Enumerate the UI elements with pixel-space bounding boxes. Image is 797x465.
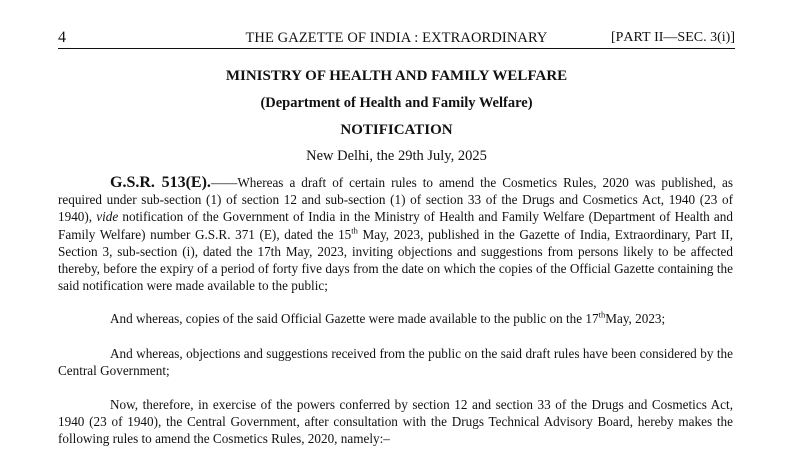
gsr-number: G.S.R. 513(E). xyxy=(110,174,211,191)
paragraph-3: And whereas, objections and suggestions received from the public on the said draft rules have been considered by the Central Government; xyxy=(58,345,733,378)
p1-text-c: May, 2023, published in the Gazette of India, Extraordinary, Part II, Section 3, sub-section (i), dated the 17th May, 2023, inviting objections and suggestions from persons likely to be affected thereby, before the expiry of a period of forty five days from the date on which the copies of the Official Gazette containing the said notification were made available to the public; xyxy=(58,226,733,294)
section-ref-open: [P xyxy=(610,30,624,45)
page-header xyxy=(58,29,735,47)
place-date: New Delhi, the 29th July, 2025 xyxy=(306,148,487,164)
p1-superscript: th xyxy=(351,225,358,236)
p2-superscript: th xyxy=(598,310,606,321)
paragraph-4: Now, therefore, in exercise of the powers conferred by section 12 and section 33 of the Drugs and Cosmetics Act, 1940 (23 of 1940), the Central Government, after consultation with the Drugs Technical Advisory Board, hereby makes the following rules to amend the Cosmetics Rules, 2020, namely:– xyxy=(58,397,733,447)
paragraph-2 xyxy=(58,310,733,327)
department-heading: (Department of Health and Family Welfare) xyxy=(260,95,533,111)
gazette-title: THE GAZETTE OF INDIA : EXTRAORDINARY xyxy=(245,30,548,46)
page-number: 4 xyxy=(58,29,66,46)
p1-text-a: ——Whereas a draft of certain rules to amend the Cosmetics Rules, 2020 was published, as required under sub-section (1) of section 12 and sub-section (1) of section 33 of the Drugs and Cosmetics Act, 1940 (23 of 1940), xyxy=(58,175,733,225)
notification-body xyxy=(58,174,733,465)
p1-text-b: notification of the Government of India in the Ministry of Health and Family Welfare (Department of Health and Family Welfare) number G.S.R. 371 (E), dated the 15 xyxy=(58,209,733,242)
p1-vide: vide xyxy=(96,209,119,225)
p2-text-a: And whereas, copies of the said Official Gazette were made available to the public on the 17 xyxy=(110,311,599,327)
section-ref-art: ART xyxy=(623,30,651,45)
section-reference xyxy=(611,29,735,47)
p2-text-b: May, 2023; xyxy=(605,311,666,327)
ministry-heading: MINISTRY OF HEALTH AND FAMILY WELFARE xyxy=(225,68,568,84)
section-ref-end: . 3(i)] xyxy=(703,30,735,45)
section-ref-mid: II—S xyxy=(650,30,686,45)
header-divider xyxy=(58,48,735,49)
notification-heading: NOTIFICATION xyxy=(340,122,453,138)
paragraph-1 xyxy=(58,174,733,294)
section-ref-ec: EC xyxy=(685,30,704,45)
